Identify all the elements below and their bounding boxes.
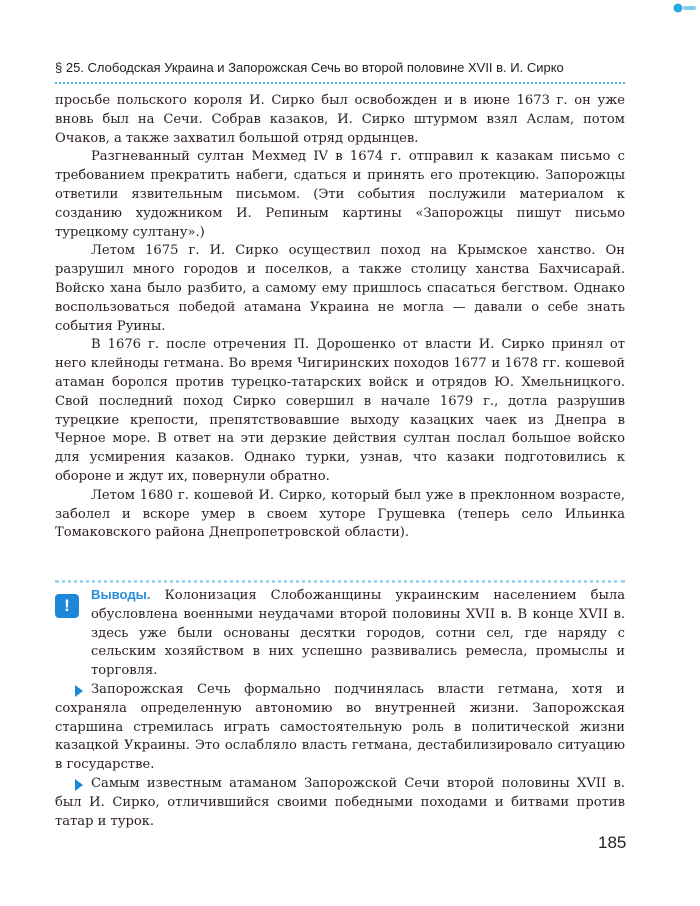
conclusions-block (55, 586, 625, 831)
chapter-header: § 25. Слободская Украина и Запорожская Сечь во второй половине XVII в. И. Сирко (55, 60, 564, 75)
bullet-arrow-icon (75, 685, 83, 697)
paragraph: Летом 1675 г. И. Сирко осуществил поход на Крымское ханство. Он разрушил много городов и поселков, а также столицу ханства Бахчисарай. Войско хана было разбито, а самому ему пришлось спасаться бегством. Однако воспользоваться победой атамана Украина не могла — давали о себе знать события Руины. (55, 243, 625, 334)
conclusion-item (55, 775, 625, 831)
conclusion-item-text: Самым известным атаманом Запорожской Сечи второй половины XVII в. был И. Сирко, отличившийся своими победными походами и битвами против татар и турок. (55, 775, 625, 829)
conclusion-item (55, 681, 625, 775)
page-number: 185 (598, 833, 627, 852)
conclusions-divider (55, 580, 625, 583)
bullet-arrow-icon (75, 779, 83, 791)
exclamation-icon: ! (55, 594, 79, 618)
paragraph: Летом 1680 г. кошевой И. Сирко, который был уже в преклонном возрасте, заболел и вскоре умер в своем хуторе Грушевка (теперь село Ильинка Томаковского района Днепропетровской области). (55, 487, 625, 541)
paragraph: просьбе польского короля И. Сирко был освобожден и в июне 1673 г. он уже вновь был на Сечи. Собрав казаков, И. Сирко штурмом взял Аслам, потом Очаков, а также захватил большой отряд ордынцев. (55, 93, 625, 146)
main-text (55, 92, 625, 543)
conclusion-item-text: Запорожская Сечь формально подчинялась власти гетмана, хотя и сохраняла определенную автономию во внутренней жизни. Запорожская старшина стремилась играть самостоятельную роль в политической жизни казацкой Украины. Это ослабляло власть гетмана, дестабилизировало ситуацию в государстве. (55, 681, 625, 773)
header-divider (55, 82, 625, 84)
conclusion-text: Колонизация Слобожанщины украинским населением была обусловлена военными неудачами второй половины XVII в. В конце XVII в. здесь уже были основаны десятки городов, сотни сел, где наряду с сельским хозяйством в них успешно развивались ремесла, промыслы и торговля. (91, 588, 625, 679)
paragraph: Разгневанный султан Мехмед IV в 1674 г. отправил к казакам письмо с требованием прекратить набеги, сдаться и принять его протекцию. Запорожцы ответили язвительным письмом. (Эти события послужили материалом к созданию художником И. Репиным картины «Запорожцы пишут письмо турецкому султану».) (55, 149, 625, 240)
conclusions-label: Выводы. (91, 587, 151, 602)
conclusion-intro (55, 586, 625, 681)
publisher-logo (673, 2, 697, 14)
paragraph: В 1676 г. после отречения П. Дорошенко от власти И. Сирко принял от него клейноды гетмана. Во время Чигиринских походов 1677 и 1678 гг. кошевой атаман боролся против турецко-татарских войск и отрядов Ю. Хмельницкого. Свой последний поход Сирко совершил в начале 1679 г., дотла разрушив турецкие крепости, препятствовавшие выходу казацких чаек из Днепра в Черное море. В ответ на эти дерзкие действия султан послал большое войско для усмирения казаков. Однако турки, узнав, что казаки подготовились к обороне и ждут их, повернули обратно. (55, 337, 625, 484)
